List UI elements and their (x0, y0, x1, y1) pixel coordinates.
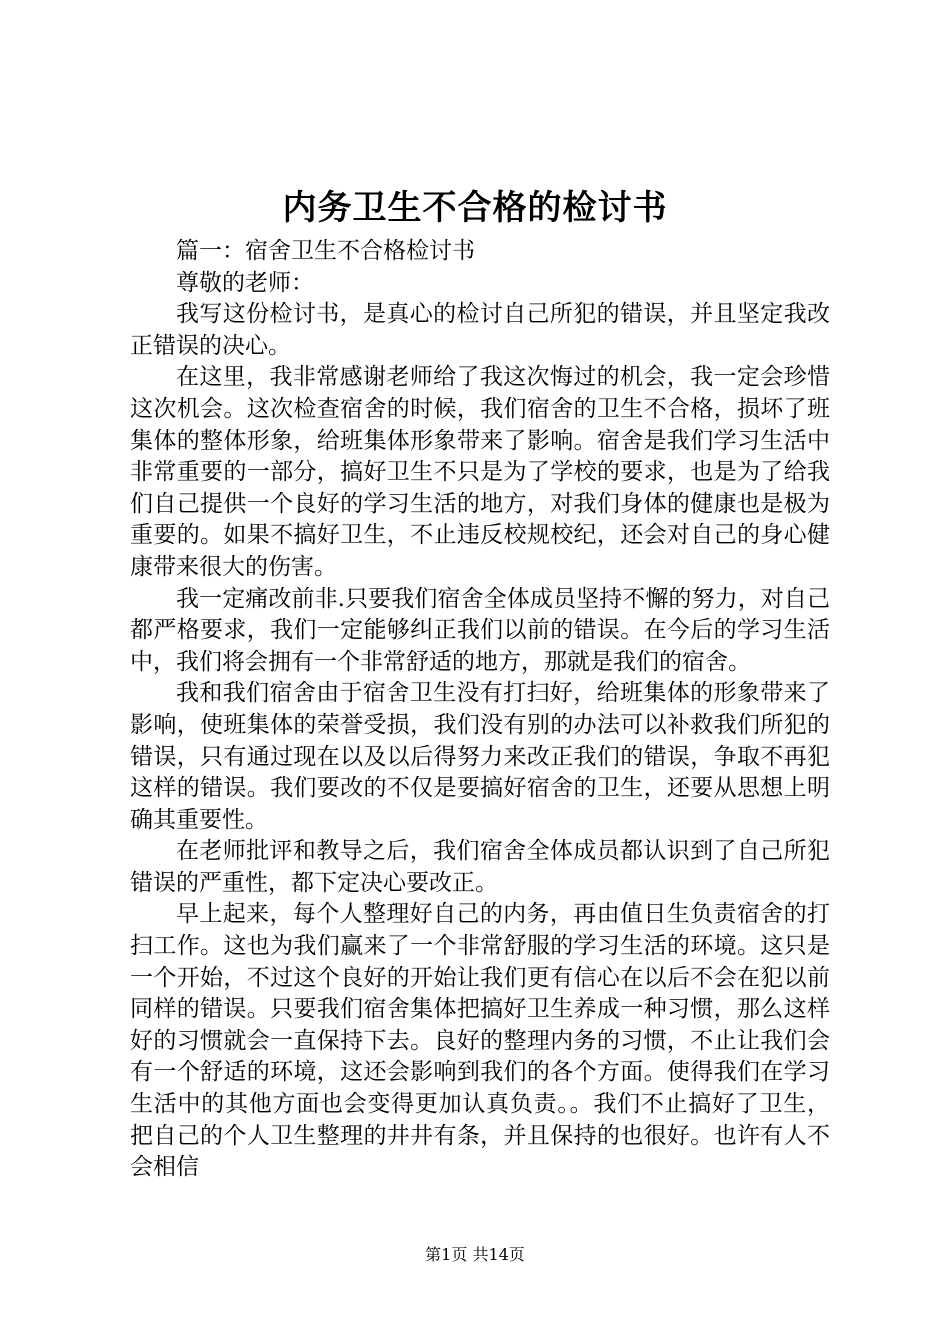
salutation: 尊敬的老师： (176, 269, 314, 296)
body-paragraph: 我写这份检讨书，是真心的检讨自己所犯的错误，并且坚定我改正错误的决心。 (130, 301, 830, 359)
body-paragraph: 我和我们宿舍由于宿舍卫生没有打扫好，给班集体的形象带来了影响，使班集体的荣誉受损，我们没有别的办法可以补救我们所犯的错误，只有通过现在以及以后得努力来改正我们的错误，争取不再犯这样的错误。我们要改的不仅是要搞好宿舍的卫生，还要从思想上明确其重要性。 (130, 680, 830, 833)
body-paragraph: 在老师批评和教导之后，我们宿舍全体成员都认识到了自己所犯错误的严重性，都下定决心要改正。 (130, 838, 830, 896)
body-paragraph: 早上起来，每个人整理好自己的内务，再由值日生负责宿舍的打扫工作。这也为我们赢来了一个非常舒服的学习生活的环境。这只是一个开始，不过这个良好的开始让我们更有信心在以后不会在犯以前同样的错误。只要我们宿舍集体把搞好卫生养成一种习惯，那么这样好的习惯就会一直保持下去。良好的整理内务的习惯，不止让我们会有一个舒适的环境，这还会影响到我们的各个方面。使得我们在学习生活中的其他方面也会变得更加认真负责。。我们不止搞好了卫生，把自己的个人卫生整理的井井有条，并且保持的也很好。也许有人不会相信 (130, 901, 830, 1181)
document-title: 内务卫生不合格的检讨书 (282, 188, 668, 228)
section-heading: 篇一：宿舍卫生不合格检讨书 (176, 238, 475, 264)
document-body (130, 236, 830, 1184)
page-number-footer: 第1页 共14页 (425, 1245, 525, 1264)
body-paragraph: 我一定痛改前非.只要我们宿舍全体成员坚持不懈的努力，对自己都严格要求，我们一定能够纠正我们以前的错误。在今后的学习生活中，我们将会拥有一个非常舒适的地方，那就是我们的宿舍。 (130, 585, 830, 675)
body-paragraph: 在这里，我非常感谢老师给了我这次悔过的机会，我一定会珍惜这次机会。这次检查宿舍的时候，我们宿舍的卫生不合格，损坏了班集体的整体形象，给班集体形象带来了影响。宿舍是我们学习生活中非常重要的一部分，搞好卫生不只是为了学校的要求，也是为了给我们自己提供一个良好的学习生活的地方，对我们身体的健康也是极为重要的。如果不搞好卫生，不止违反校规校纪，还会对自己的身心健康带来很大的伤害。 (130, 364, 830, 580)
